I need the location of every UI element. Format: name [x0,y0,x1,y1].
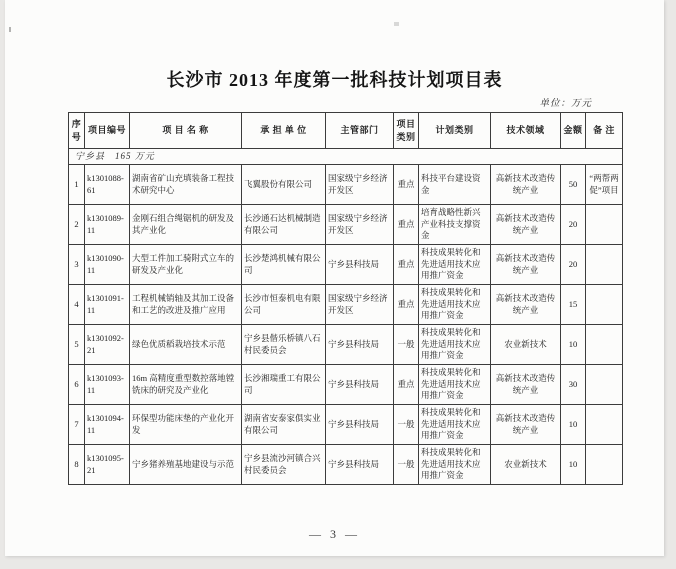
table-row [69,245,623,285]
cell-remark [586,205,623,245]
cell-field: 高新技术改造传统产业 [491,365,561,405]
header-dept: 主管部门 [326,113,394,149]
cell-dept: 宁乡县科技局 [326,245,394,285]
table-row [69,165,623,205]
cell-remark [586,245,623,285]
cell-category: 重点 [394,165,419,205]
cell-category: 重点 [394,245,419,285]
scanned-page [5,0,664,556]
cell-remark: “两帮两促”项目 [586,165,623,205]
header-plan: 计划类别 [419,113,491,149]
cell-dept: 宁乡县科技局 [326,365,394,405]
cell-amount: 20 [561,205,586,245]
table-row [69,325,623,365]
cell-plan: 科技成果转化和先进适用技术应用推广资金 [419,285,491,325]
cell-no: 6 [69,365,85,405]
group-row [69,149,623,165]
cell-category: 一般 [394,405,419,445]
cell-remark [586,285,623,325]
cell-amount: 15 [561,285,586,325]
cell-no: 4 [69,285,85,325]
cell-code: k1301089-11 [85,205,130,245]
header-amount: 金额 [561,113,586,149]
cell-name: 大型工件加工骑附式立车的研发及产业化 [130,245,242,285]
header-code: 项目编号 [85,113,130,149]
cell-code: k1301094-11 [85,405,130,445]
cell-category: 一般 [394,445,419,485]
cell-amount: 10 [561,445,586,485]
cell-plan: 科技成果转化和先进适用技术应用推广资金 [419,325,491,365]
cell-amount: 20 [561,245,586,285]
cell-dept: 宁乡县科技局 [326,405,394,445]
cell-field: 高新技术改造传统产业 [491,205,561,245]
table-row [69,405,623,445]
cell-remark [586,405,623,445]
cell-amount: 30 [561,365,586,405]
cell-dept: 国家级宁乡经济开发区 [326,285,394,325]
scan-artifact [394,22,399,26]
cell-remark [586,365,623,405]
cell-unit: 湖南省安泰家俱实业有限公司 [242,405,326,445]
cell-category: 重点 [394,365,419,405]
cell-name: 16m 高精度重型数控落地镗铣床的研究及产业化 [130,365,242,405]
cell-unit: 宁乡县偕乐桥镇八石村民委员会 [242,325,326,365]
table-row [69,445,623,485]
cell-no: 7 [69,405,85,445]
cell-field: 高新技术改造传统产业 [491,405,561,445]
cell-plan: 科技平台建设资金 [419,165,491,205]
table-row [69,205,623,245]
cell-code: k1301095-21 [85,445,130,485]
cell-remark [586,445,623,485]
header-remark: 备 注 [586,113,623,149]
group-label: 宁乡县 165 万元 [69,149,623,165]
table-row [69,285,623,325]
cell-category: 重点 [394,205,419,245]
cell-unit: 长沙楚鸿机械有限公司 [242,245,326,285]
header-unit: 承 担 单 位 [242,113,326,149]
cell-dept: 宁乡县科技局 [326,325,394,365]
cell-code: k1301091-11 [85,285,130,325]
cell-name: 环保型功能床垫的产业化开发 [130,405,242,445]
header-category: 项目类别 [394,113,419,149]
unit-note: 单位：万元 [539,99,592,109]
header-row [69,113,623,149]
cell-code: k1301088-61 [85,165,130,205]
cell-name: 工程机械销轴及其加工设备和工艺的改进及推广应用 [130,285,242,325]
cell-plan: 培育战略性新兴产业科技支撑资金 [419,205,491,245]
cell-code: k1301092-21 [85,325,130,365]
cell-name: 金刚石组合绳锯机的研发及其产业化 [130,205,242,245]
cell-plan: 科技成果转化和先进适用技术应用推广资金 [419,405,491,445]
cell-category: 重点 [394,285,419,325]
cell-unit: 宁乡县流沙河镇合兴村民委员会 [242,445,326,485]
cell-field: 高新技术改造传统产业 [491,285,561,325]
cell-amount: 50 [561,165,586,205]
cell-code: k1301093-11 [85,365,130,405]
scan-artifact [9,27,11,32]
cell-name: 湖南省矿山充填装备工程技术研究中心 [130,165,242,205]
cell-plan: 科技成果转化和先进适用技术应用推广资金 [419,365,491,405]
table-row [69,365,623,405]
cell-no: 2 [69,205,85,245]
cell-field: 农业新技术 [491,325,561,365]
cell-dept: 国家级宁乡经济开发区 [326,205,394,245]
cell-name: 绿色优质稻栽培技术示范 [130,325,242,365]
header-name: 项 目 名 称 [130,113,242,149]
cell-category: 一般 [394,325,419,365]
cell-name: 宁乡猪养殖基地建设与示范 [130,445,242,485]
cell-unit: 长沙通石达机械制造有限公司 [242,205,326,245]
cell-dept: 国家级宁乡经济开发区 [326,165,394,205]
cell-unit: 长沙湘瑞重工有限公司 [242,365,326,405]
cell-amount: 10 [561,405,586,445]
cell-no: 1 [69,165,85,205]
cell-no: 8 [69,445,85,485]
page-title: 长沙市 2013 年度第一批科技计划项目表 [166,70,503,90]
cell-remark [586,325,623,365]
cell-plan: 科技成果转化和先进适用技术应用推广资金 [419,245,491,285]
header-no: 序号 [69,113,85,149]
cell-field: 高新技术改造传统产业 [491,245,561,285]
cell-field: 农业新技术 [491,445,561,485]
cell-plan: 科技成果转化和先进适用技术应用推广资金 [419,445,491,485]
cell-no: 3 [69,245,85,285]
cell-code: k1301090-11 [85,245,130,285]
cell-no: 5 [69,325,85,365]
cell-field: 高新技术改造传统产业 [491,165,561,205]
cell-amount: 10 [561,325,586,365]
cell-unit: 长沙市恒泰机电有限公司 [242,285,326,325]
projects-table [68,112,623,485]
header-field: 技术领域 [491,113,561,149]
page-number: — 3 — [309,527,360,541]
cell-dept: 宁乡县科技局 [326,445,394,485]
projects-table-wrapper [68,112,623,485]
cell-unit: 飞翼股份有限公司 [242,165,326,205]
